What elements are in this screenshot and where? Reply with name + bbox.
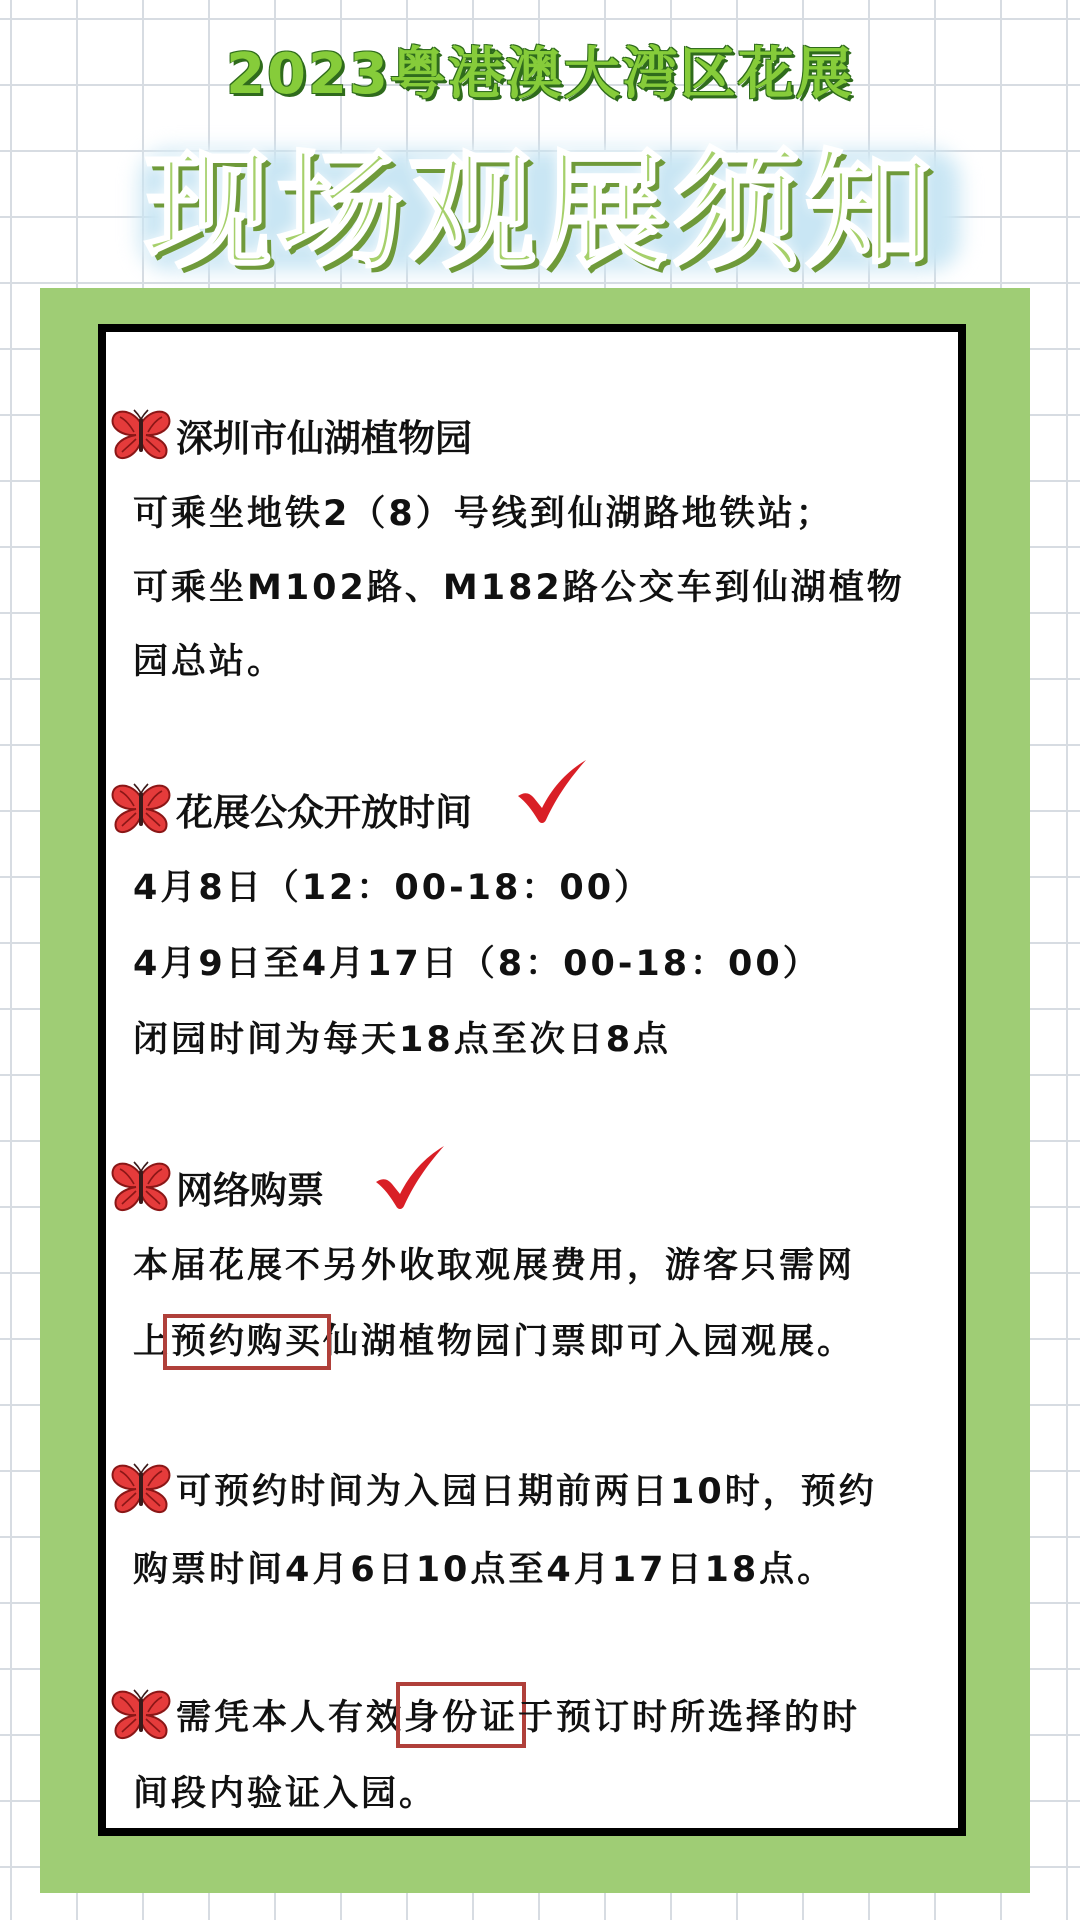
highlight-box-id-card: 身份证 <box>404 1690 518 1740</box>
highlight-box-reserve: 预约购买 <box>171 1322 324 1362</box>
tickets-line-1: 本届花展不另外收取观展费用，游客只需网 <box>133 1246 856 1286</box>
notice-panel <box>98 324 966 1836</box>
section-location-title: 深圳市仙湖植物园 <box>176 417 472 460</box>
hours-line-2: 4月9日至4月17日（8：00-18：00） <box>133 944 821 984</box>
id-line-2: 间段内验证入园。 <box>133 1774 438 1814</box>
butterfly-icon <box>110 1688 172 1742</box>
hours-line-1: 4月8日（12：00-18：00） <box>133 868 653 908</box>
tickets-line-2 <box>133 1314 855 1364</box>
id-line-1-post: 于预订时所选择的时 <box>518 1698 861 1738</box>
page-title: 现场观展须知 <box>143 137 936 286</box>
section-hours-title: 花展公众开放时间 <box>176 791 472 834</box>
section-tickets-title: 网络购票 <box>176 1169 324 1212</box>
checkmark-icon <box>514 758 590 826</box>
section-hours <box>110 782 472 836</box>
butterfly-icon <box>110 408 172 462</box>
section-tickets <box>110 1160 324 1214</box>
tickets-line-2-pre: 上 <box>133 1322 172 1362</box>
booking-line-2: 购票时间4月6日10点至4月17日18点。 <box>133 1550 836 1590</box>
butterfly-icon <box>110 1462 172 1516</box>
section-id <box>110 1688 860 1742</box>
id-line-1-pre: 需凭本人有效 <box>176 1698 405 1738</box>
hours-line-3: 闭园时间为每天18点至次日8点 <box>133 1020 672 1060</box>
location-line-1: 可乘坐地铁2（8）号线到仙湖路地铁站； <box>133 494 834 534</box>
butterfly-icon <box>110 1160 172 1214</box>
checkmark-icon <box>372 1144 448 1212</box>
event-subtitle: 2023粤港澳大湾区花展 <box>226 42 854 107</box>
booking-line-1: 可预约时间为入园日期前两日10时，预约 <box>176 1472 877 1512</box>
butterfly-icon <box>110 782 172 836</box>
section-location <box>110 408 472 462</box>
location-line-2: 可乘坐M102路、M182路公交车到仙湖植物 <box>133 568 905 608</box>
location-line-3: 园总站。 <box>133 642 286 682</box>
tickets-line-2-post: 仙湖植物园门票即可入园观展。 <box>323 1322 856 1362</box>
section-booking <box>110 1462 877 1516</box>
